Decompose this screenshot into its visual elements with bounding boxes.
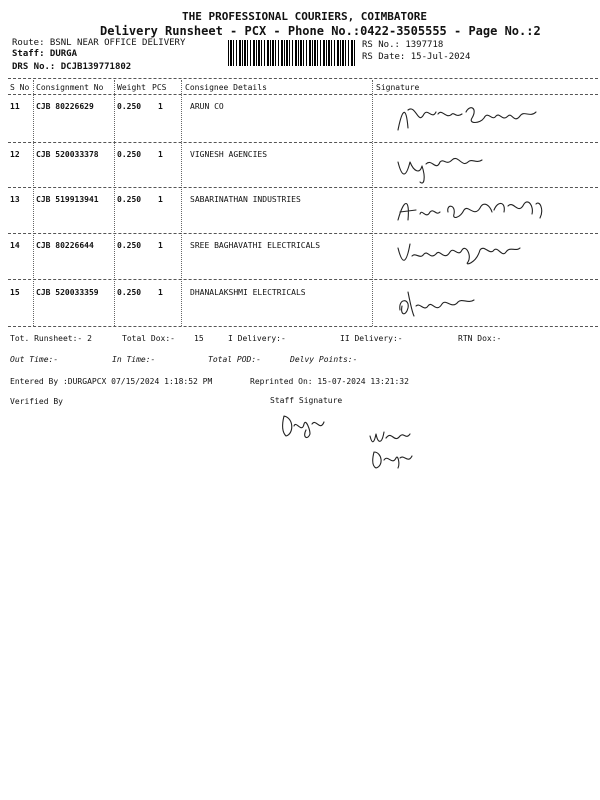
signature-row-11: [396, 100, 556, 140]
row-weight: 0.250: [117, 150, 142, 159]
verified-by: Verified By: [10, 397, 63, 406]
row-consignment: CJB 520033378: [36, 150, 99, 159]
reprinted-on: Reprinted On: 15-07-2024 13:21:32: [250, 377, 409, 386]
row-pcs: 1: [158, 150, 163, 159]
total-dox-label: Total Dox:-: [122, 334, 175, 343]
row-consignee: ARUN CO: [190, 102, 224, 111]
staff-signature-mark: [280, 410, 330, 440]
divider: [8, 94, 598, 95]
divider: [8, 279, 598, 280]
entered-by: Entered By :DURGAPCX 07/15/2024 1:18:52 PM: [10, 377, 213, 386]
row-sno: 13: [10, 195, 20, 204]
row-consignee: SABARINATHAN INDUSTRIES: [190, 195, 301, 204]
row-weight: 0.250: [117, 195, 142, 204]
ii-delivery: II Delivery:-: [340, 334, 403, 343]
row-consignment: CJB 80226629: [36, 102, 94, 111]
staff-signature-mark: [366, 426, 416, 472]
col-weight: Weight: [117, 83, 146, 92]
row-sno: 12: [10, 150, 20, 159]
row-sno: 14: [10, 241, 20, 250]
divider: [8, 78, 598, 79]
row-pcs: 1: [158, 102, 163, 111]
divider: [8, 233, 598, 234]
row-consignment: CJB 80226644: [36, 241, 94, 250]
col-pcs: PCS: [152, 83, 167, 92]
signature-row-15: [396, 288, 486, 322]
row-weight: 0.250: [117, 241, 142, 250]
total-dox-value: 15: [194, 334, 204, 343]
in-time: In Time:-: [112, 355, 156, 364]
divider: [8, 187, 598, 188]
divider: [8, 142, 598, 143]
runsheet-title: Delivery Runsheet - PCX - Phone No.:0422-3505555 - Page No.:2: [100, 24, 541, 38]
signature-row-13: [396, 192, 556, 228]
staff: Staff: DURGA: [12, 49, 78, 59]
rs-number: RS No.: 1397718: [362, 40, 444, 50]
route: Route: BSNL NEAR OFFICE DELIVERY: [12, 38, 186, 48]
row-pcs: 1: [158, 195, 163, 204]
col-consignee: Consignee Details: [185, 83, 267, 92]
col-consignment: Consignment No: [36, 83, 104, 92]
row-consignee: DHANALAKSHMI ELECTRICALS: [190, 288, 306, 297]
row-weight: 0.250: [117, 288, 142, 297]
column-separator: [114, 80, 115, 326]
row-consignment: CJB 519913941: [36, 195, 99, 204]
row-consignee: VIGNESH AGENCIES: [190, 150, 268, 159]
row-sno: 11: [10, 102, 20, 111]
signature-row-12: [396, 148, 496, 188]
column-separator: [181, 80, 182, 326]
delivery-points: Delvy Points:-: [290, 355, 358, 364]
row-weight: 0.250: [117, 102, 142, 111]
column-separator: [33, 80, 34, 326]
row-sno: 15: [10, 288, 20, 297]
col-signature: Signature: [376, 83, 420, 92]
row-pcs: 1: [158, 288, 163, 297]
col-sno: S No: [10, 83, 30, 92]
rtn-dox: RTN Dox:-: [458, 334, 502, 343]
total-runsheet: Tot. Runsheet:- 2: [10, 334, 92, 343]
staff-signature-label: Staff Signature: [270, 396, 343, 405]
row-pcs: 1: [158, 241, 163, 250]
total-pod: Total POD:-: [208, 355, 261, 364]
row-consignee: SREE BAGHAVATHI ELECTRICALS: [190, 241, 321, 250]
row-consignment: CJB 520033359: [36, 288, 99, 297]
i-delivery: I Delivery:-: [228, 334, 286, 343]
barcode: [228, 40, 356, 66]
drs-number: DRS No.: DCJB139771802: [12, 62, 132, 72]
signature-row-14: [396, 236, 536, 272]
out-time: Out Time:-: [10, 355, 59, 364]
divider: [8, 326, 598, 327]
company-name: THE PROFESSIONAL COURIERS, COIMBATORE: [182, 10, 428, 23]
column-separator: [372, 80, 373, 326]
rs-date: RS Date: 15-Jul-2024: [362, 52, 471, 62]
